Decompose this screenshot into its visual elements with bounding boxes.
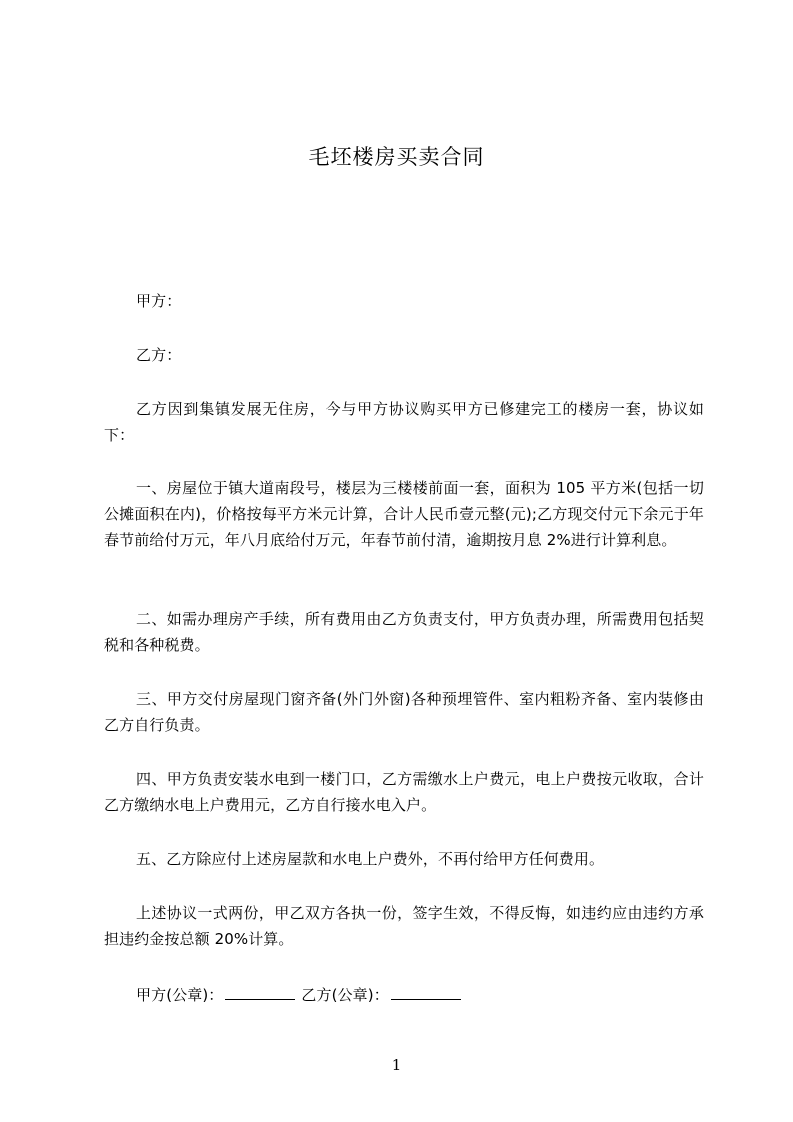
clause-4: 四、甲方负责安装水电到一楼门口，乙方需缴水上户费元，电上户费按元收取，合计乙方缴纳水电上户费用元，乙方自行接水电入户。 (104, 770, 704, 814)
party-a-seal-label: 甲方(公章)： (136, 986, 224, 1004)
document-title: 毛坯楼房买卖合同 (308, 145, 485, 169)
party-a-line: 甲方： (136, 292, 182, 310)
signature-line (104, 981, 704, 1008)
page-number: 1 (391, 1056, 402, 1074)
clause-1: 一、房屋位于镇大道南段号，楼层为三楼楼前面一套，面积为 105 平方米(包括一切公摊面积在内)，价格按每平方米元计算，合计人民币壹元整(元);乙方现交付元下余元于年春节前给付万元，年八月底给付万元，年春节前付清，逾期按月息 2%进行计算利息。 (104, 479, 704, 549)
party-b-seal-label: 乙方(公章)： (301, 986, 389, 1004)
party-b-seal-blank (391, 981, 461, 1000)
clause-2: 二、如需办理房产手续，所有费用由乙方负责支付，甲方负责办理，所需费用包括契税和各种税费。 (104, 610, 704, 654)
party-b-line: 乙方： (136, 346, 182, 364)
clause-5: 五、乙方除应付上述房屋款和水电上户费外，不再付给甲方任何费用。 (136, 850, 605, 868)
closing-paragraph: 上述协议一式两份，甲乙双方各执一份，签字生效，不得反悔，如违约应由违约方承担违约金按总额 20%计算。 (104, 904, 704, 948)
party-a-seal-blank (225, 981, 295, 1000)
intro-paragraph: 乙方因到集镇发展无住房，今与甲方协议购买甲方已修建完工的楼房一套，协议如下： (104, 400, 704, 444)
clause-3: 三、甲方交付房屋现门窗齐备(外门外窗)各种预埋管件、室内粗粉齐备、室内装修由乙方自行负责。 (104, 690, 704, 734)
